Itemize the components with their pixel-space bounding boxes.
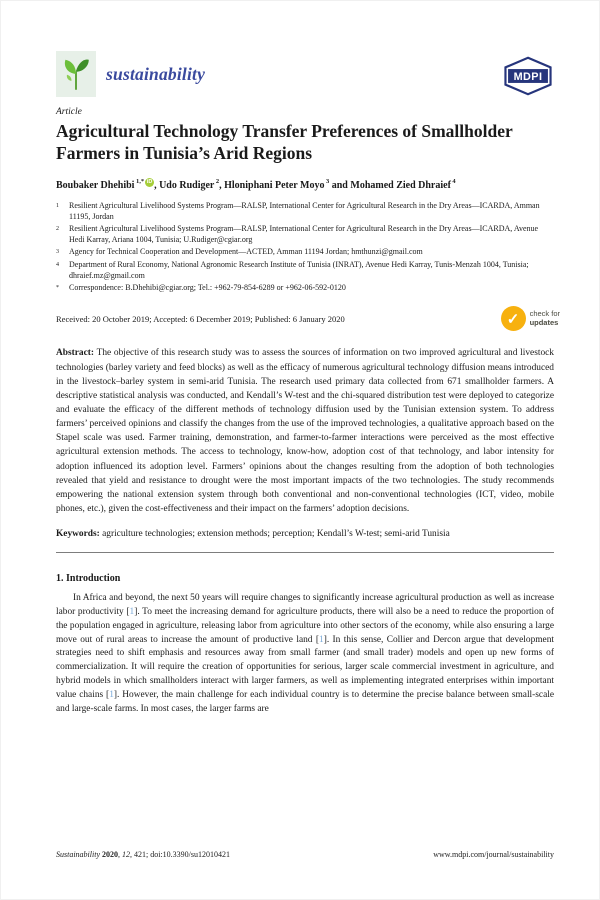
affiliation-list bbox=[56, 200, 554, 295]
intro-paragraph: In Africa and beyond, the next 50 years will require changes to significantly increase agricultural production as well as increase labor productivity [1]. To meet the increasing demand for agriculture products, there will also be a need to reduce the proportion of the population engaged in agriculture, releasing labor from agriculture into other sectors of the economy, while also ensuring a large move out of rural areas to increase the amount of productive land [1]. In this sense, Collier and Dercon argue that development strategies need to shift emphasis and resources away from small farmer (and small trader) models and open up new forms of commercialization. It will require the creation of opportunities for serious, larger scale commercial investment in agriculture, and hybrid models in which smallholders interact with larger farmers, as well as implementing integrated enterprises within important value chains [1]. However, the main challenge for each individual country is to determine the precise balance between small-scale and large-scale farms. In most cases, the larger farms are bbox=[56, 593, 555, 714]
mdpi-logo-text: MDPI bbox=[513, 70, 543, 83]
section-divider bbox=[56, 552, 554, 553]
affiliation-1: 1 Resilient Agricultural Livelihood Systems Program—RALSP, International Center for Agricultural Research in the Dry Areas—ICARDA, Amman 11195, Jordan bbox=[56, 200, 540, 222]
seedling-icon bbox=[56, 51, 96, 97]
affiliation-2: 2 Resilient Agricultural Livelihood Systems Program—RALSP, International Center for Agricultural Research in the Dry Areas—ICARDA, Avenue Hedi Karray, Ariana 1004, Tunisia; U.Rudiger@cgiar.org bbox=[56, 223, 539, 245]
abstract bbox=[56, 346, 554, 516]
keywords-text: agriculture technologies; extension methods; perception; Kendall’s W-test; semi-arid Tunisia bbox=[99, 529, 450, 540]
checkmark-icon: ✓ bbox=[501, 306, 526, 331]
abstract-text: The objective of this research study was to assess the sources of information on two improved agricultural and livestock technologies (barley variety and feed blocks) as well as the efficacy of numerous agricultural technology diffusion means introduced in the livestock–barley system in semi-arid Tunisia. The research used primary data collected from 671 smallholder farmers. A descriptive statistical analysis was conducted, and Kendall’s W-test and the chi-squared distribution test were deployed to categorize and evaluate the efficacy of the different methods of technology diffusion used by the Tunisian extension system. To address farmers’ perceived opinions and classify the changes from the use of the improved technologies, a qualitative approach based on the Stapel scale was used. Farmer training, demonstration, and farmer-to-farmer interactions were perceived as the most effective agricultural extension methods. The access to technology, know-how, adoption cost of that technology, and labor intensity for adoption influenced its adoption level. Farmers’ opinions about the changes resulting from the adoption of both technologies revealed that yield and resistance to drought were the most important impacts of the two technologies. The study recommends empowering the national extension system through both conventional and non-conventional technologies (ICT, video, mobile phones, etc.), given the cost-effectiveness and their impact on the farmers’ adoption decisions. bbox=[56, 348, 554, 515]
author: Boubaker Dhehibi $^{1,*}$ iD , bbox=[56, 178, 160, 191]
check-badge-line2: updates bbox=[529, 317, 559, 327]
article-title: Agricultural Technology Transfer Preferences of Smallholder Farmers in Tunisia’s Arid Regions bbox=[56, 121, 513, 164]
page-footer bbox=[56, 850, 554, 859]
citation-link[interactable]: 1 bbox=[109, 689, 114, 700]
journal-url[interactable]: www.mdpi.com/journal/sustainability bbox=[433, 850, 554, 859]
page-header bbox=[56, 51, 554, 101]
journal-name: sustainability bbox=[106, 63, 206, 84]
check-for-updates-badge[interactable] bbox=[501, 306, 560, 331]
citation-link[interactable]: 1 bbox=[319, 634, 324, 645]
orcid-icon[interactable]: iD bbox=[146, 179, 153, 186]
article-type-label: Article bbox=[56, 107, 82, 117]
affiliation-4: 4 Department of Rural Economy, National Agronomic Research Institute of Tunisia (INRAT), Avenue Hedi Karray, Tunis-Menzah 1004, Tunisia; dhraief.mz@gmail.com bbox=[56, 259, 529, 281]
abstract-label: Abstract: bbox=[56, 348, 95, 359]
author: Mohamed Zied Dhraief $^4$ bbox=[350, 178, 456, 191]
intro-heading: 1. Introduction bbox=[56, 573, 121, 585]
mdpi-logo[interactable] bbox=[502, 56, 554, 101]
received-accepted-published: Received: 20 October 2019; Accepted: 6 December 2019; Published: 6 January 2020 bbox=[56, 313, 345, 324]
author: Udo Rudiger $^2$, bbox=[159, 178, 225, 191]
citation-link[interactable]: 1 bbox=[129, 607, 135, 618]
author: Hloniphani Peter Moyo $^3$ and bbox=[224, 178, 351, 191]
correspondence-line: * Correspondence: B.Dhehibi@cgiar.org; Tel.: +962-79-854-6289 or +962-06-592-0120 bbox=[56, 282, 346, 292]
affiliation-3: 3 Agency for Technical Cooperation and Development—ACTED, Amman 11194 Jordan; hmthunzi@gmail.com bbox=[56, 246, 423, 256]
doi-text[interactable]: , 421; doi:10.3390/su12010421 bbox=[130, 850, 231, 859]
keywords-label: Keywords: bbox=[56, 529, 100, 540]
check-badge-line1: check for bbox=[529, 309, 560, 319]
keywords bbox=[56, 528, 554, 541]
journal-logo[interactable] bbox=[56, 51, 205, 97]
author-line bbox=[56, 178, 554, 191]
dates-row bbox=[56, 306, 560, 331]
citation-footer: Sustainability 2020, 12, 421; doi:10.3390/su12010421 bbox=[56, 850, 231, 859]
